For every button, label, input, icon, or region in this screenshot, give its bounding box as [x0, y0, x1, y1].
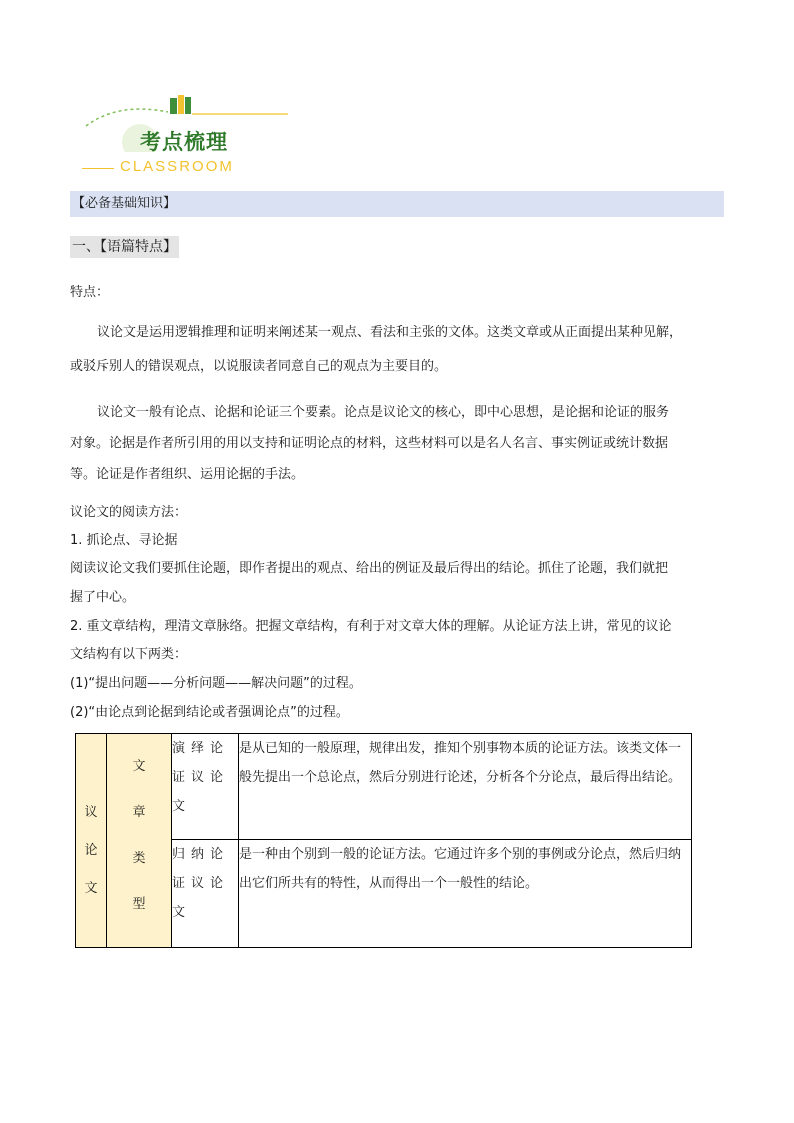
logo-subtitle: CLASSROOM — [120, 158, 234, 175]
reading-method-2-line-2: 文结构有以下两类： — [70, 647, 188, 662]
reading-method-1-line-2: 握了中心。 — [70, 590, 136, 605]
classroom-logo — [78, 92, 308, 182]
paragraph-2-line-2: 对象。论据是作者所引用的用以支持和证明论点的材料，这些材料可以是名人名言、事实例证或统计数据 — [70, 436, 669, 451]
paragraph-1-line-2: 或驳斥别人的错误观点，以说服读者同意自己的观点为主要目的。 — [70, 359, 448, 374]
paragraph-2-line-1: 议论文一般有论点、论据和论证三个要素。论点是议论文的核心，即中心思想，是论据和论证的服务 — [97, 405, 670, 420]
table-col-a — [76, 734, 107, 948]
reading-method-1-title: 1. 抓论点、寻论据 — [70, 533, 178, 548]
table-char: 文 — [132, 759, 146, 774]
table-col-b — [107, 734, 172, 948]
reading-methods-title: 议论文的阅读方法： — [70, 505, 188, 520]
table-row-1-desc: 是从已知的一般原理，规律出发，推知个别事物本质的论证方法。该类文体一般先提出一个总论点，然后分别进行论述，分析各个分论点，最后得出结论。 — [239, 734, 692, 840]
table-row-2-type: 归纳论证议论文 — [172, 840, 239, 948]
structure-type-2: (2)“由论点到论据到结论或者强调论点”的过程。 — [70, 705, 349, 720]
section-header: 【必备基础知识】 — [70, 191, 724, 217]
table-row-1-type: 演绎论证议论文 — [172, 734, 239, 840]
table-row-2-desc: 是一种由个别到一般的论证方法。它通过许多个别的事例或分论点，然后归纳出它们所共有的特性，从而得出一个一般性的结论。 — [239, 840, 692, 948]
table-char: 型 — [132, 897, 146, 912]
essay-type-table — [75, 733, 692, 948]
table-char: 论 — [84, 843, 98, 858]
structure-type-1: (1)“提出问题——分析问题——解决问题”的过程。 — [70, 676, 362, 691]
table-char: 类 — [132, 851, 146, 866]
table-char: 文 — [84, 881, 98, 896]
logo-divider — [82, 168, 114, 169]
paragraph-2-line-3: 等。论证是作者组织、运用论据的手法。 — [70, 467, 305, 482]
table-char: 议 — [84, 805, 98, 820]
features-label: 特点： — [70, 285, 110, 300]
table-char: 章 — [132, 805, 146, 820]
paragraph-1-line-1: 议论文是运用逻辑推理和证明来阐述某一观点、看法和主张的文体。这类文章或从正面提出某种见解， — [97, 325, 683, 340]
reading-method-2-line-1: 2. 重文章结构，理清文章脉络。把握文章结构，有利于对文章大体的理解。从论证方法上讲，常见的议论 — [70, 619, 672, 634]
logo-title: 考点梳理 — [140, 130, 228, 154]
subheading: 一、【语篇特点】 — [70, 236, 179, 258]
reading-method-1-line-1: 阅读议论文我们要抓住论题，即作者提出的观点、给出的例证及最后得出的结论。抓住了论题，我们就把 — [70, 561, 669, 576]
